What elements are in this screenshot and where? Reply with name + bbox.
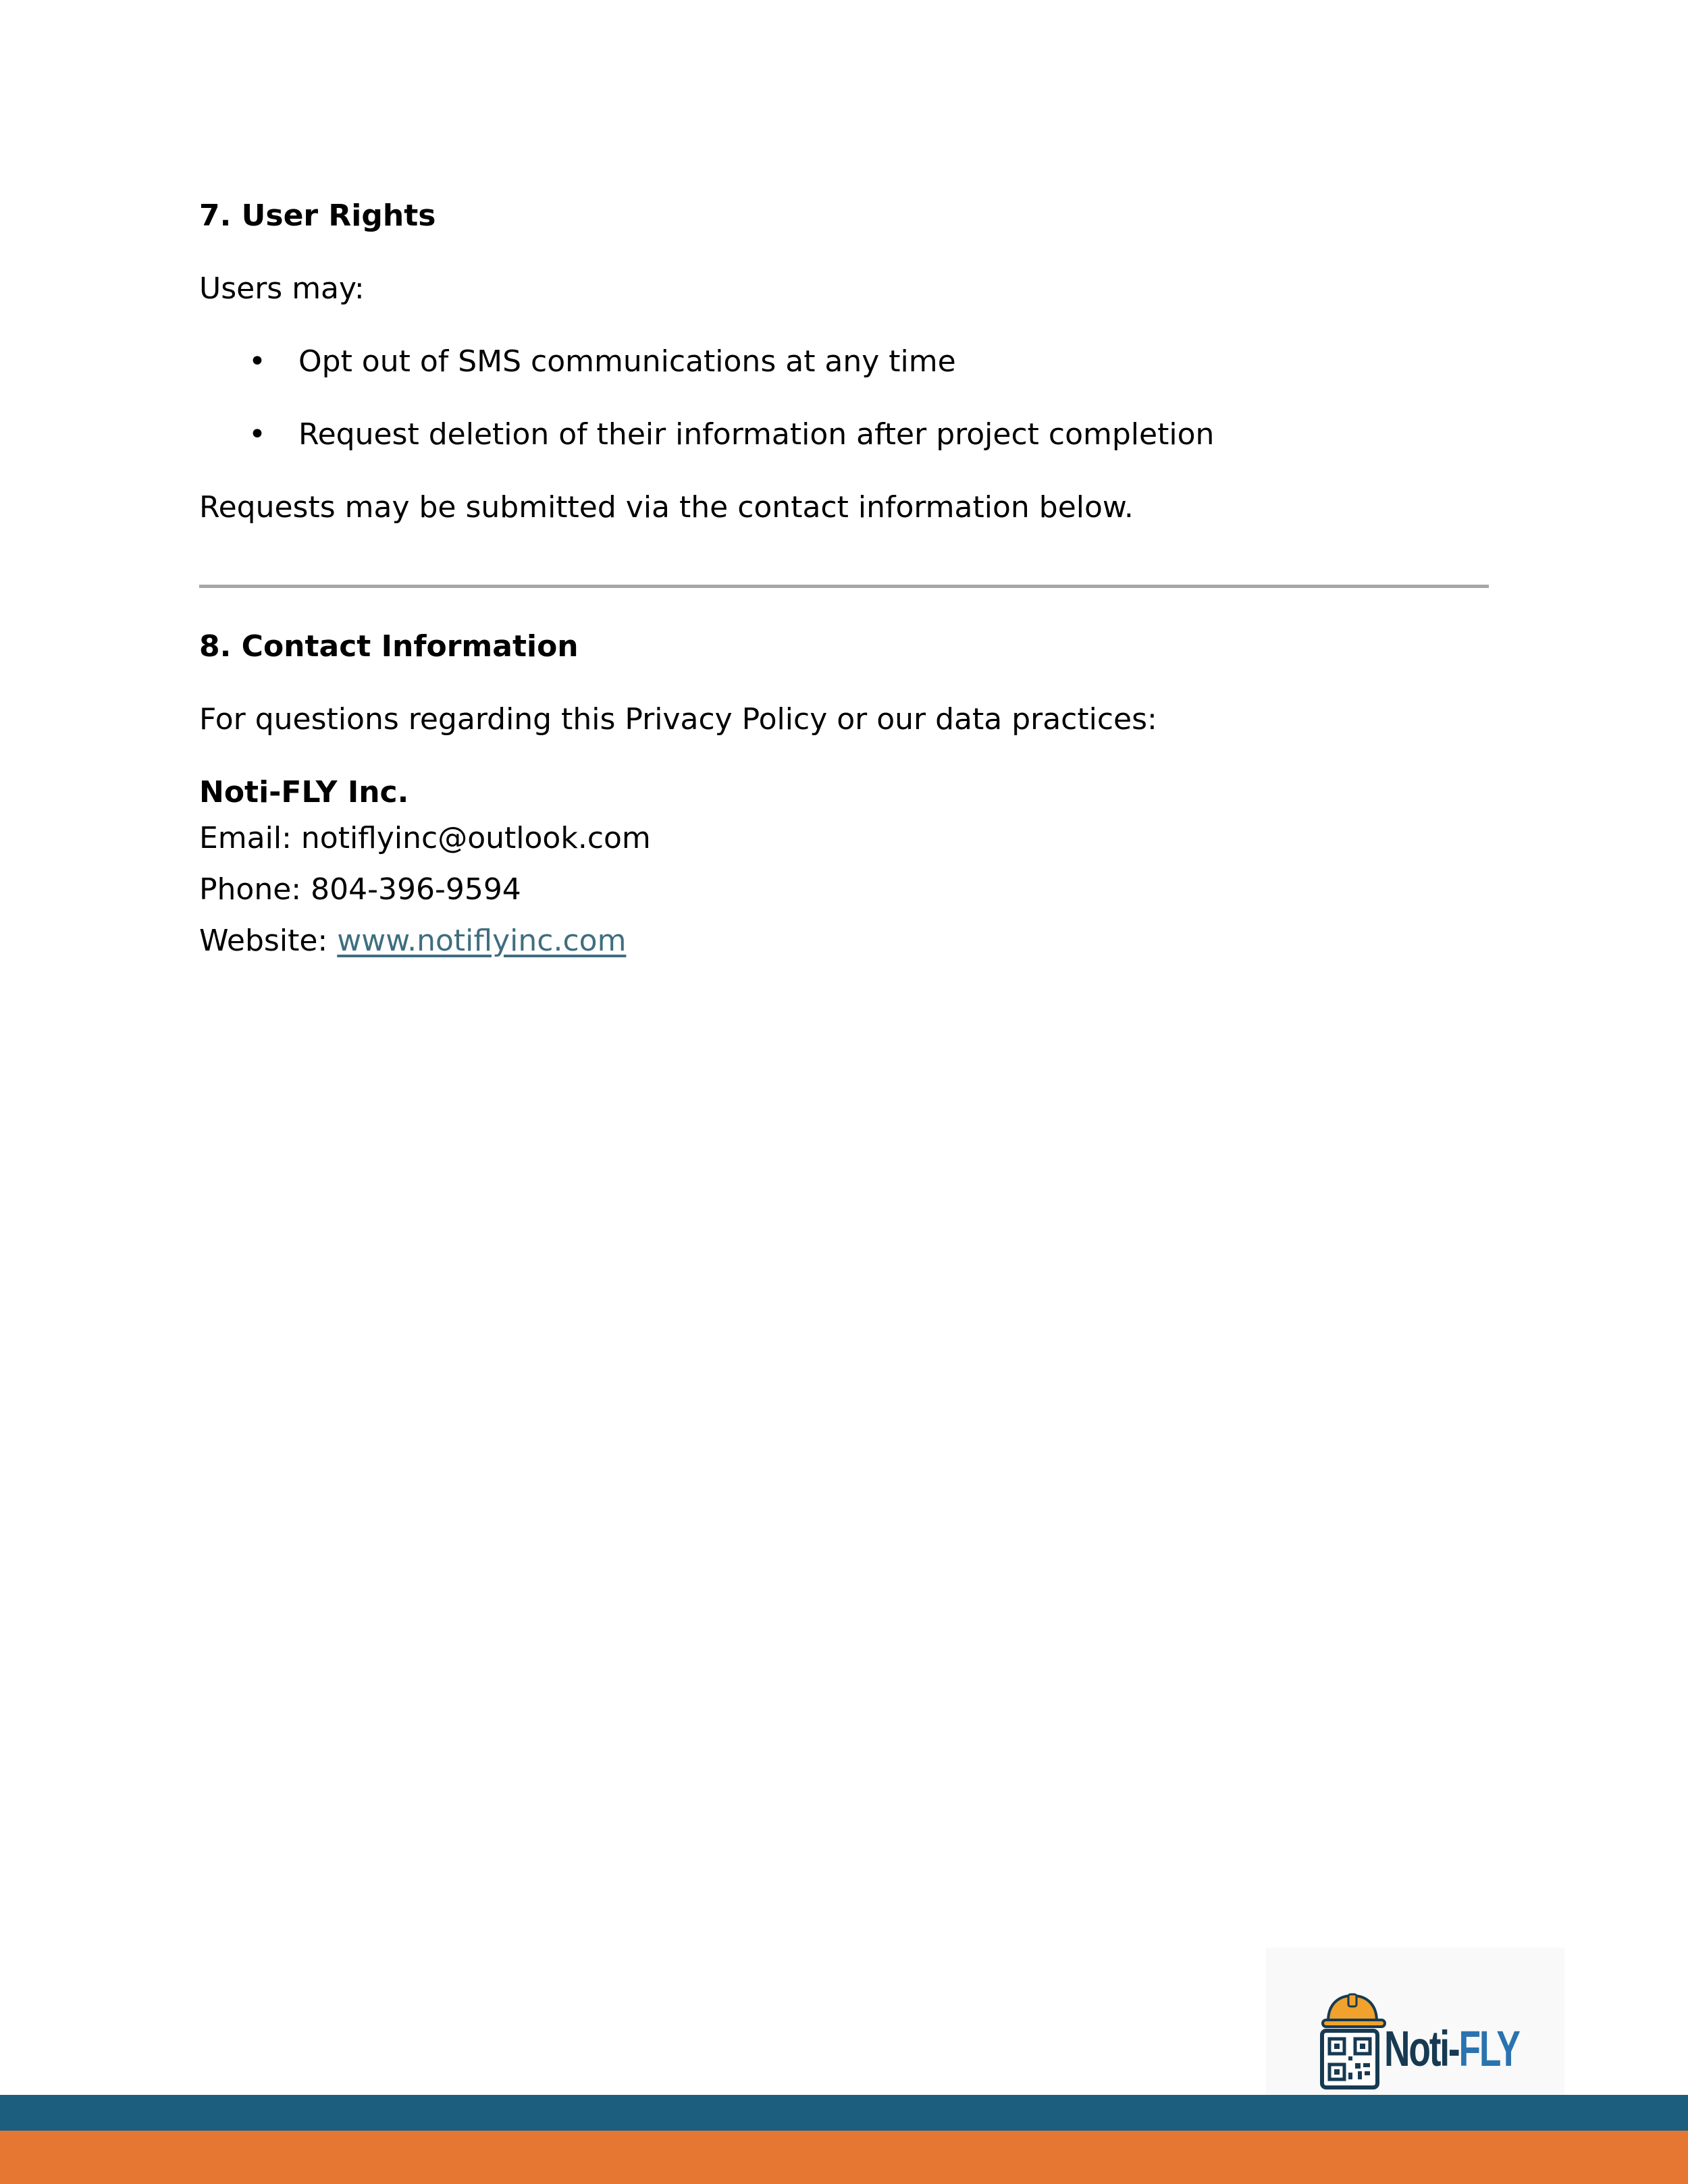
section-8-intro: For questions regarding this Privacy Policy or our data practices: (199, 702, 1157, 737)
list-item (199, 415, 1489, 455)
section-7-intro: Users may: (199, 271, 365, 306)
phone-line (199, 864, 1489, 915)
section-8-heading: 8. Contact Information (199, 629, 579, 664)
email-label: Email: (199, 821, 301, 855)
website-link[interactable]: www.notiflyinc.com (337, 924, 627, 958)
email-address: notiflyinc@outlook.com (300, 821, 651, 855)
phone-number: 804-396-9594 (311, 872, 521, 907)
section-7-heading: 7. User Rights (199, 198, 436, 233)
qr-code-hardhat-icon (1319, 1992, 1386, 2089)
logo-wordmark (1384, 2022, 1519, 2076)
document-body (199, 196, 1489, 967)
footer-band-orange (0, 2131, 1688, 2184)
bullet-icon: • (248, 417, 266, 452)
company-name: Noti-FLY Inc. (199, 775, 409, 809)
list-item-text: Request deletion of their information after project completion (298, 417, 1215, 452)
website-line (199, 915, 1489, 967)
user-rights-list (199, 342, 1489, 455)
section-7-closing: Requests may be submitted via the contact information below. (199, 490, 1134, 525)
bullet-icon: • (248, 344, 266, 379)
phone-label: Phone: (199, 872, 311, 907)
noti-fly-logo (1266, 1948, 1564, 2095)
logo-wordmark-noti: Noti- (1384, 2021, 1459, 2077)
list-item (199, 342, 1489, 382)
email-line (199, 813, 1489, 864)
list-item-text: Opt out of SMS communications at any time (298, 344, 956, 379)
logo-wordmark-fly: FLY (1458, 2021, 1519, 2077)
website-label: Website: (199, 924, 338, 958)
footer-band-blue (0, 2095, 1688, 2131)
